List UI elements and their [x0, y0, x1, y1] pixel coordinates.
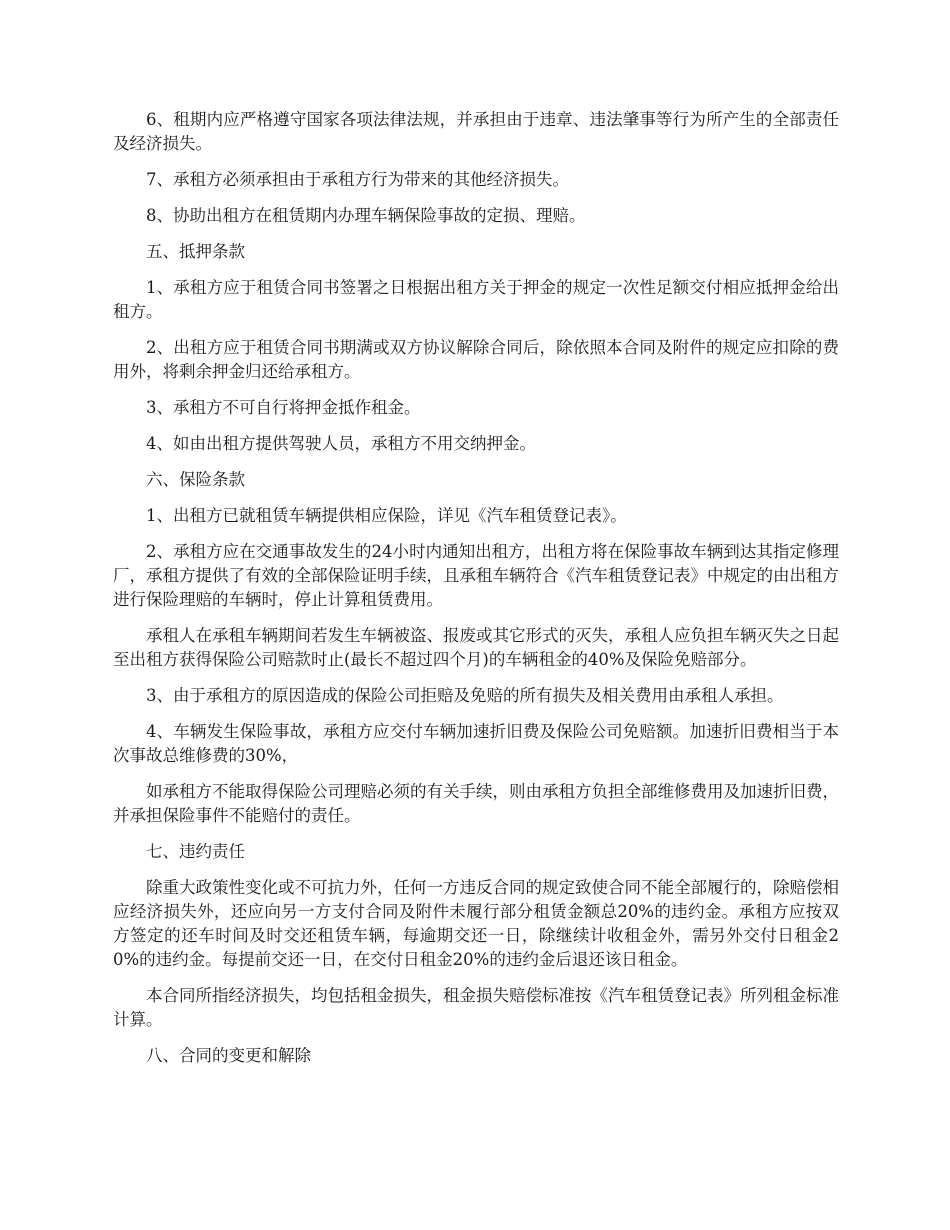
document-page — [113, 108, 839, 1080]
clause-8-insurance-assist: 8、协助出租方在租赁期内办理车辆保险事故的定损、理赔。 — [146, 206, 586, 225]
insurance-clause-3: 3、由于承租方的原因造成的保险公司拒赔及免赔的所有损失及相关费用由承租人承担。 — [146, 686, 784, 705]
insurance-clause-4-supplement: 如承租方不能取得保险公司理赔必须的有关手续，则由承租方负担全部维修费用及加速折旧费，并承担保险事件不能赔付的责任。 — [113, 782, 839, 825]
section-heading-breach: 七、违约责任 — [146, 842, 245, 861]
insurance-clause-2-theft: 承租人在承租车辆期间若发生车辆被盗、报废或其它形式的灭失，承租人应负担车辆灭失之日起至出租方获得保险公司赔款时止(最长不超过四个月)的车辆租金的40%及保险免赔部分。 — [113, 626, 839, 669]
breach-clause-losses: 本合同所指经济损失，均包括租金损失，租金损失赔偿标准按《汽车租赁登记表》所列租金标准计算。 — [113, 986, 839, 1029]
insurance-clause-4: 4、车辆发生保险事故，承租方应交付车辆加速折旧费及保险公司免赔额。加速折旧费相当于本次事故总维修费的30%， — [113, 722, 839, 765]
deposit-clause-1: 1、承租方应于租赁合同书签署之日根据出租方关于押金的规定一次性足额交付相应抵押金给出租方。 — [113, 278, 839, 321]
section-heading-insurance: 六、保险条款 — [146, 470, 245, 489]
clause-7-other-losses: 7、承租方必须承担由于承租方行为带来的其他经济损失。 — [146, 170, 569, 189]
deposit-clause-3: 3、承租方不可自行将押金抵作租金。 — [146, 398, 421, 417]
insurance-clause-2: 2、承租方应在交通事故发生的24小时内通知出租方，出租方将在保险事故车辆到达其指定修理厂，承租方提供了有效的全部保险证明手续，且承租车辆符合《汽车租赁登记表》中规定的由出租方进行保险理赔的车辆时，停止计算租赁费用。 — [113, 542, 839, 609]
breach-clause-main: 除重大政策性变化或不可抗力外，任何一方违反合同的规定致使合同不能全部履行的，除赔偿相应经济损失外，还应向另一方支付合同及附件未履行部分租赁金额总20%的违约金。承租方应按双方签定的还车时间及时交还租赁车辆，每逾期交还一日，除继续计收租金外，需另外交付日租金20%的违约金。每提前交还一日，在交付日租金20%的违约金后退还该日租金。 — [113, 878, 839, 969]
section-heading-modification: 八、合同的变更和解除 — [146, 1046, 311, 1065]
deposit-clause-4: 4、如由出租方提供驾驶人员，承租方不用交纳押金。 — [146, 434, 536, 453]
clause-6-compliance: 6、租期内应严格遵守国家各项法律法规，并承担由于违章、违法肇事等行为所产生的全部责任及经济损失。 — [113, 110, 839, 153]
deposit-clause-2: 2、出租方应于租赁合同书期满或双方协议解除合同后，除依照本合同及附件的规定应扣除的费用外，将剩余押金归还给承租方。 — [113, 338, 839, 381]
insurance-clause-1: 1、出租方已就租赁车辆提供相应保险，详见《汽车租赁登记表》。 — [146, 506, 627, 525]
section-heading-deposit: 五、抵押条款 — [146, 242, 245, 261]
